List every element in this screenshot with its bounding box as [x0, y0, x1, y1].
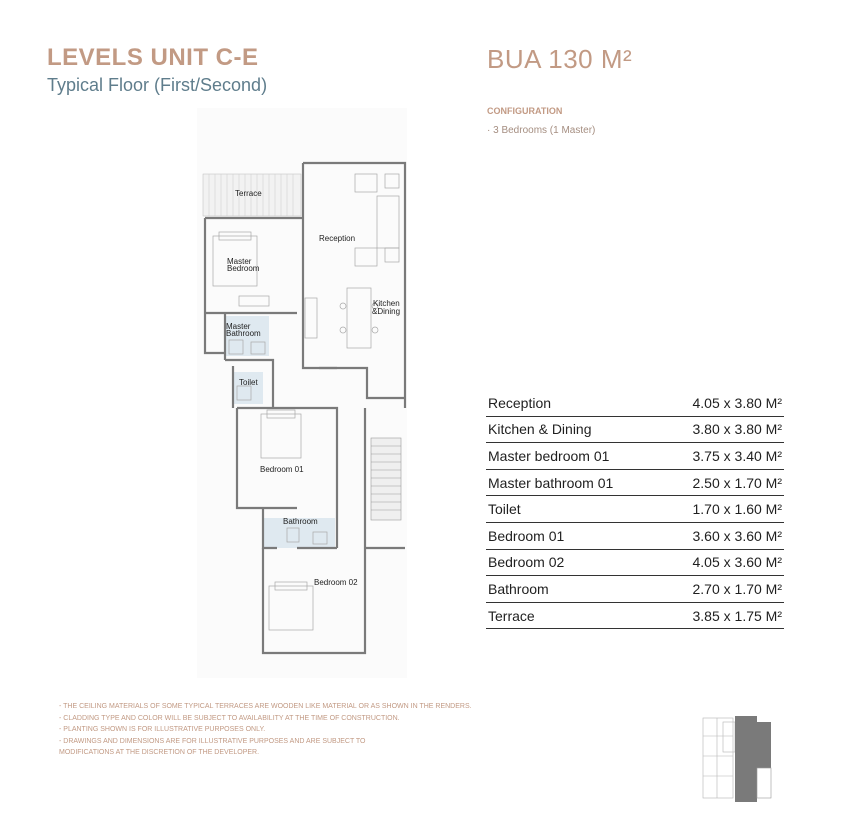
room-name: Toilet — [488, 501, 521, 518]
room-size: 3.85 x 1.75 M² — [692, 607, 782, 624]
room-name: Bedroom 02 — [488, 554, 565, 571]
note-line: MODIFICATIONS AT THE DISCRETION OF THE DEVELOPER. — [59, 749, 260, 757]
note-line: - THE CEILING MATERIALS OF SOME TYPICAL TERRACES ARE WOODEN LIKE MATERIAL OR AS SHOWN IN THE RENDERS. — [59, 703, 472, 710]
room-name: Bedroom 01 — [488, 527, 565, 544]
bua-area: BUA 130 M² — [487, 44, 633, 74]
label-bedroom-01: Bedroom 01 — [260, 465, 304, 474]
label-master-bedroom-line1: Master — [227, 257, 252, 266]
table-row — [486, 496, 784, 523]
room-name: Master bedroom 01 — [488, 447, 610, 464]
label-toilet: Toilet — [239, 378, 258, 387]
configuration-label: CONFIGURATION — [487, 106, 563, 116]
label-master-bedroom-line2: Bedroom — [227, 264, 260, 273]
table-row — [486, 550, 784, 577]
room-name: Kitchen & Dining — [488, 421, 592, 438]
label-kitchen-line2: &Dining — [372, 307, 401, 316]
room-dimensions-table — [486, 390, 784, 629]
room-name: Reception — [488, 394, 552, 411]
room-size: 3.60 x 3.60 M² — [692, 527, 782, 544]
note-line: - DRAWINGS AND DIMENSIONS ARE FOR ILLUSTRATIVE PURPOSES AND ARE SUBJECT TO — [59, 737, 366, 745]
table-row — [486, 443, 784, 470]
room-name: Terrace — [488, 607, 535, 624]
room-size: 3.75 x 3.40 M² — [692, 447, 782, 464]
floor-subtitle: Typical Floor (First/Second) — [47, 75, 268, 95]
note-line: - CLADDING TYPE AND COLOR WILL BE SUBJECT TO AVAILABILITY AT THE TIME OF CONSTRUCTION. — [59, 714, 400, 722]
label-master-bathroom-line2: Bathroom — [226, 329, 261, 338]
label-bedroom-02: Bedroom 02 — [314, 578, 358, 587]
toilet-fill — [233, 372, 263, 404]
table-row — [486, 470, 784, 497]
configuration-item: · 3 Bedrooms (1 Master) — [487, 125, 596, 136]
floor-plan — [197, 108, 407, 678]
table-row — [486, 390, 784, 417]
key-plan — [695, 712, 785, 804]
unit-title: LEVELS UNIT C-E — [47, 44, 259, 71]
table-row — [486, 523, 784, 550]
label-master-bathroom-line1: Master — [226, 322, 251, 331]
label-reception: Reception — [319, 234, 356, 243]
room-size: 2.50 x 1.70 M² — [692, 474, 782, 491]
room-size: 2.70 x 1.70 M² — [692, 580, 782, 597]
room-size: 4.05 x 3.60 M² — [692, 554, 782, 571]
table-row — [486, 603, 784, 630]
label-terrace: Terrace — [235, 189, 262, 198]
room-size: 1.70 x 1.60 M² — [692, 501, 782, 518]
room-size: 3.80 x 3.80 M² — [692, 421, 782, 438]
table-row — [486, 417, 784, 444]
room-name: Master bathroom 01 — [488, 474, 614, 491]
room-size: 4.05 x 3.80 M² — [692, 394, 782, 411]
disclaimer-notes — [59, 701, 472, 759]
label-bathroom: Bathroom — [283, 517, 318, 526]
stairs — [371, 438, 401, 520]
room-name: Bathroom — [488, 580, 549, 597]
note-line: - PLANTING SHOWN IS FOR ILLUSTRATIVE PURPOSES ONLY. — [59, 726, 266, 734]
table-row — [486, 576, 784, 603]
label-kitchen-line1: Kitchen — [373, 299, 400, 308]
